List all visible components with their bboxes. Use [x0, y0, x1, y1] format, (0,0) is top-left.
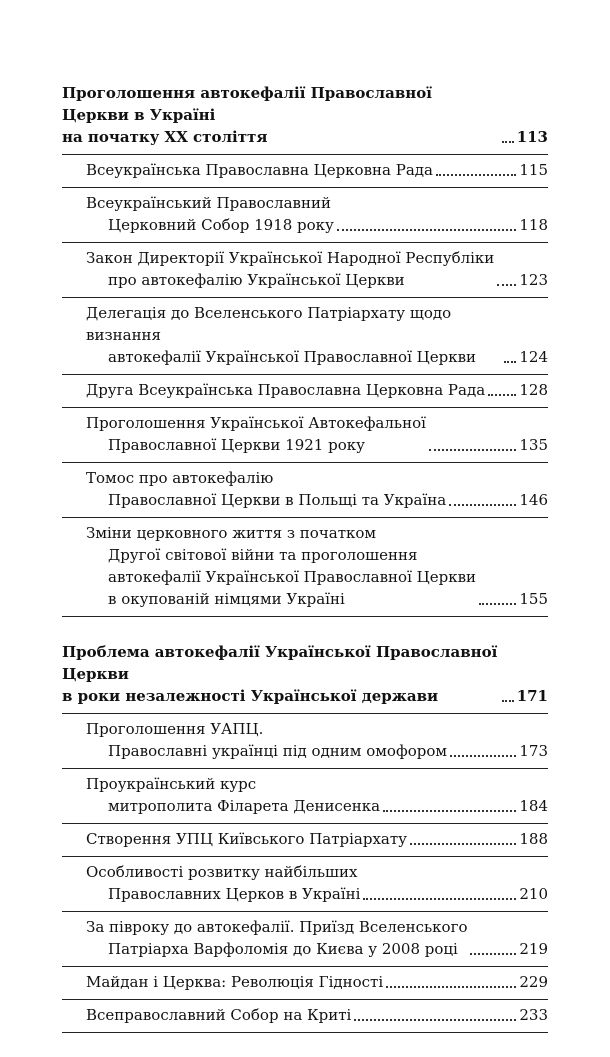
entry-title-line: Православні українці під одним омофором [108, 742, 448, 760]
entry-title [86, 159, 433, 181]
page-number: 173 [519, 742, 548, 760]
entry-title-line: митрополита Філарета Денисенка [108, 797, 381, 815]
entry-title-line: автокефалії Української Православної Церкви [108, 568, 477, 586]
toc-entry [62, 379, 548, 408]
entry-title-line: Томос про автокефалію [86, 469, 274, 487]
entry-title-line: Майдан і Церква: Революція Гідності [86, 973, 384, 991]
page-number: 155 [519, 590, 548, 608]
dot-leader [497, 284, 516, 286]
entry-title-line: Патріарха Варфоломія до Києва у 2008 році [108, 940, 458, 958]
toc-entry [62, 159, 548, 188]
section-title-line: в роки незалежності Української держави [62, 687, 439, 705]
dot-leader [410, 843, 516, 845]
page-number: 229 [519, 973, 548, 991]
toc-entry [62, 522, 548, 617]
entry-title-line: в окупованій німцями Україні [108, 590, 345, 608]
page-number: 115 [519, 161, 548, 179]
section-heading [62, 82, 548, 155]
section-heading [62, 641, 548, 714]
toc-entry [62, 861, 548, 912]
page-number: 123 [519, 271, 548, 289]
page-number: 219 [519, 940, 548, 958]
entry-title-line: Всеукраїнський Православний [86, 194, 331, 212]
section-title [62, 641, 499, 707]
entry-title-line: Особливості розвитку найбільших [86, 863, 358, 881]
page-number: 184 [519, 797, 548, 815]
dot-leader [479, 603, 516, 605]
entry-title-line: Делегація до Вселенського Патріархату щодо визнання [86, 304, 452, 344]
dot-leader [488, 394, 516, 396]
dot-leader [337, 229, 516, 231]
entry-title [86, 828, 407, 850]
entry-title [86, 412, 426, 456]
entry-title [86, 302, 501, 368]
entry-title-line: Другої світової війни та проголошення [108, 546, 418, 564]
entry-title [86, 971, 383, 993]
page-number: 124 [519, 348, 548, 366]
toc-entry [62, 412, 548, 463]
toc-section [62, 82, 548, 617]
toc-entry [62, 773, 548, 824]
dot-leader [383, 810, 516, 812]
page-number: 135 [519, 436, 548, 454]
page-number: 113 [516, 128, 548, 146]
toc-entry [62, 828, 548, 857]
entry-title-line: Проукраїнський курс [86, 775, 257, 793]
entry-title-line: Церковний Собор 1918 року [108, 216, 334, 234]
entry-title-line: Всеукраїнська Православна Церковна Рада [86, 161, 433, 179]
section-title-line: на початку XX століття [62, 128, 268, 146]
page-number: 210 [519, 885, 548, 903]
entry-title [86, 467, 446, 511]
entry-title-line: За півроку до автокефалії. Приїзд Вселенського [86, 918, 468, 936]
page-number: 118 [519, 216, 548, 234]
entry-title-line: Закон Директорії Української Народної Республіки [86, 249, 495, 267]
entry-title-line: Проголошення УАПЦ. [86, 720, 264, 738]
entry-title [86, 718, 447, 762]
entry-title [86, 379, 485, 401]
entry-title [86, 192, 334, 236]
section-title-line: Проголошення автокефалії Православної Церкви в Україні [62, 84, 432, 124]
dot-leader [386, 986, 516, 988]
dot-leader [429, 449, 516, 451]
entry-title-line: Проголошення Української Автокефальної [86, 414, 426, 432]
toc-entry [62, 302, 548, 375]
entry-title-line: Всеправославний Собор на Криті [86, 1006, 352, 1024]
toc-entry [62, 718, 548, 769]
page-number: 188 [519, 830, 548, 848]
section-title [62, 82, 499, 148]
toc-entry [62, 971, 548, 1000]
entry-title-line: Друга Всеукраїнська Православна Церковна Рада [86, 381, 486, 399]
page-number: 171 [516, 687, 548, 705]
toc-entry [62, 247, 548, 298]
toc-entry [62, 467, 548, 518]
dot-leader [502, 700, 514, 702]
entry-title-line: Зміни церковного життя з початком [86, 524, 377, 542]
entry-title [86, 861, 360, 905]
dot-leader [470, 953, 516, 955]
dot-leader [450, 755, 516, 757]
entry-title-line: Православної Церкви в Польщі та Україна [108, 491, 447, 509]
dot-leader [449, 504, 516, 506]
dot-leader [502, 141, 514, 143]
toc-section [62, 641, 548, 1033]
section-title-line: Проблема автокефалії Української Православної Церкви [62, 643, 498, 683]
toc-entry [62, 192, 548, 243]
entry-title-line: Створення УПЦ Київського Патріархату [86, 830, 407, 848]
page-number: 233 [519, 1006, 548, 1024]
entry-title [86, 1004, 351, 1026]
entry-title [86, 247, 494, 291]
entry-title-line: Православної Церкви 1921 року [108, 436, 365, 454]
entry-title-line: про автокефалію Української Церкви [108, 271, 405, 289]
table-of-contents [62, 82, 548, 1057]
entry-title [86, 522, 476, 610]
toc-entry [62, 1004, 548, 1033]
page-number: 146 [519, 491, 548, 509]
toc-entry [62, 916, 548, 967]
entry-title-line: Православних Церков в Україні [108, 885, 361, 903]
dot-leader [354, 1019, 516, 1021]
entry-title [86, 916, 467, 960]
entry-title [86, 773, 380, 817]
page-number: 128 [519, 381, 548, 399]
dot-leader [436, 174, 516, 176]
dot-leader [504, 361, 516, 363]
entry-title-line: автокефалії Української Православної Церкви [108, 348, 477, 366]
